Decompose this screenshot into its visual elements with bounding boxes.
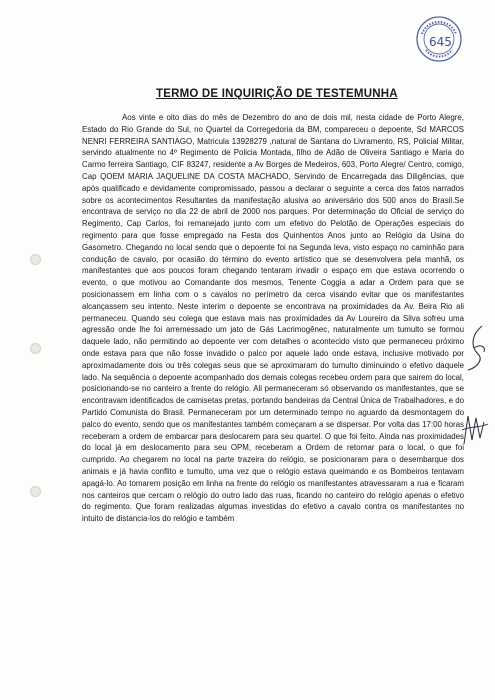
document-body: [82, 112, 464, 525]
punch-hole: [30, 254, 41, 265]
document-title: TERMO DE INQUIRIÇÃO DE TESTEMUNHA: [156, 88, 398, 100]
punch-hole: [30, 486, 41, 497]
margin-initials: [464, 324, 490, 372]
punch-hole: [30, 343, 41, 354]
folio-stamp: [414, 14, 464, 64]
margin-signature: [460, 410, 490, 450]
body-paragraph: Aos vinte e oito dias do mês de Dezembro do ano de dois mil, nesta cidade de Porto Alegre, Estado do Rio Grande do Sul, no Quartel da Corregedoria da BM, compareceu o depoente, Sd MARCOS NENRI FERREIRA SANTIAGO, Matricula 13928279 ,natural de Santana do Livramento, RS, Policial Militar, servindo atualmente no 4º Regimento de Policia Montada, filho de Adão de Oliveira Santiago e Maria do Carmo ferreira Santiago, CIF 83247, residente a Av Borges de Medeiros, 603, Porto Alegre/ Centro, comigo, Cap QOEM MARIA JAQUELINE DA COSTA MACHADO, Servindo de Encarregada das Diligências, que após qualificado e devidamente compromissado, passou a declarar o seguinte a cerca dos fatos narrados sobre os acontecimentos Resultantes da manifestação alusiva ao aniversário dos 500 anos do Brasil.Se encontrava de serviço no dia 22 de abril de 2000 nos parques. Por determinação do Oficial de serviço do Regimento, Cap Carlos, foi remanejado junto com um efetivo do Pelotão de Operações especiais do regimento para que fosse empregado na Festa dos Quinhentos Anos junto ao Relógio da Usina do Gasometro. Chegando no local sendo que o depoente foi na Segunda leva, visto espaço no caminhão para condução de cavalo, por ocasião do término do evento artístico que se desenvolvera pela manhã, os manifestantes que aos poucos foram chegando tentaram invadir o espaço em que estava ocorrendo o evento, o que motivou ao Comandante dos mesmos, Tenente Coggia a adar a Ordem para que se posicionassem em linha com o s cavalos no perímetro da cerca visando evitar que os manifestantes alcançassem seu intento. Neste interim o depoente se encontrava na proximidades da Av. Beira Rio ali permaneceu. Quando seu colega que estava mais nas proximidades da Av Loureiro da Silva sofreu uma agressão onde lhe foi arremessado um jato de Gás Lacrimogênec, naturalmente um tumulto se formou daquele lado, não permitindo ao depoente ver com detalhes o acontecido visto que permaneceu próximo onde estava para que não fosse invadido o palco por aquele lado onde estava, inclusive motivado por aproximadamente dois ou três colegas seus que se aproximaram do tumulto diminuindo o efetivo daquele lado. Na sequência o depoente acompanhado dos demais colegas recebeu ordem para que sairem do local, posicionando-se no canteiro a frente do relógio. Ali permaneceram só observando os manifestantes, que se encontravam identificados de camisetas pretas, portando bandeiras da Central Única de Trabalhadores, e do Partido Comunista do Brasil. Permaneceram por um determinado tempo no aguardo da desmontagem do palco do evento, sendo que os manifestantes também começaram a se dispersar. Por volta das 17:00 horas receberam a ordem de embarcar para deslocarem para seu quartel. O que foi feito. Ainda nas proximidades do local já em deslocamento para seu OPM, receberam a Ordem de retornar para o local, o que foi cumprido. Ao chegarem no local na parte trazeira do relógio, se posicionaram para o desembarque dos animais e já havia conflito e tumulto, uma vez que o relógio estava queimando e os Bombeiros tentavam apagá-lo. Ao tomarem posição em linha na frente do relógio os manifestantes atravessaram a rua e ficaram nos canteiros que cercam o relógio do outro lado das ruas, ficando no canteiro do relógio apenas o efetivo do regimento. Que foram realizadas algumas investidas do efetivo a cavalo contra os manifestantes no intuito de distancia-los do relógio e também: [82, 113, 464, 524]
folio-number: 645: [429, 35, 452, 49]
